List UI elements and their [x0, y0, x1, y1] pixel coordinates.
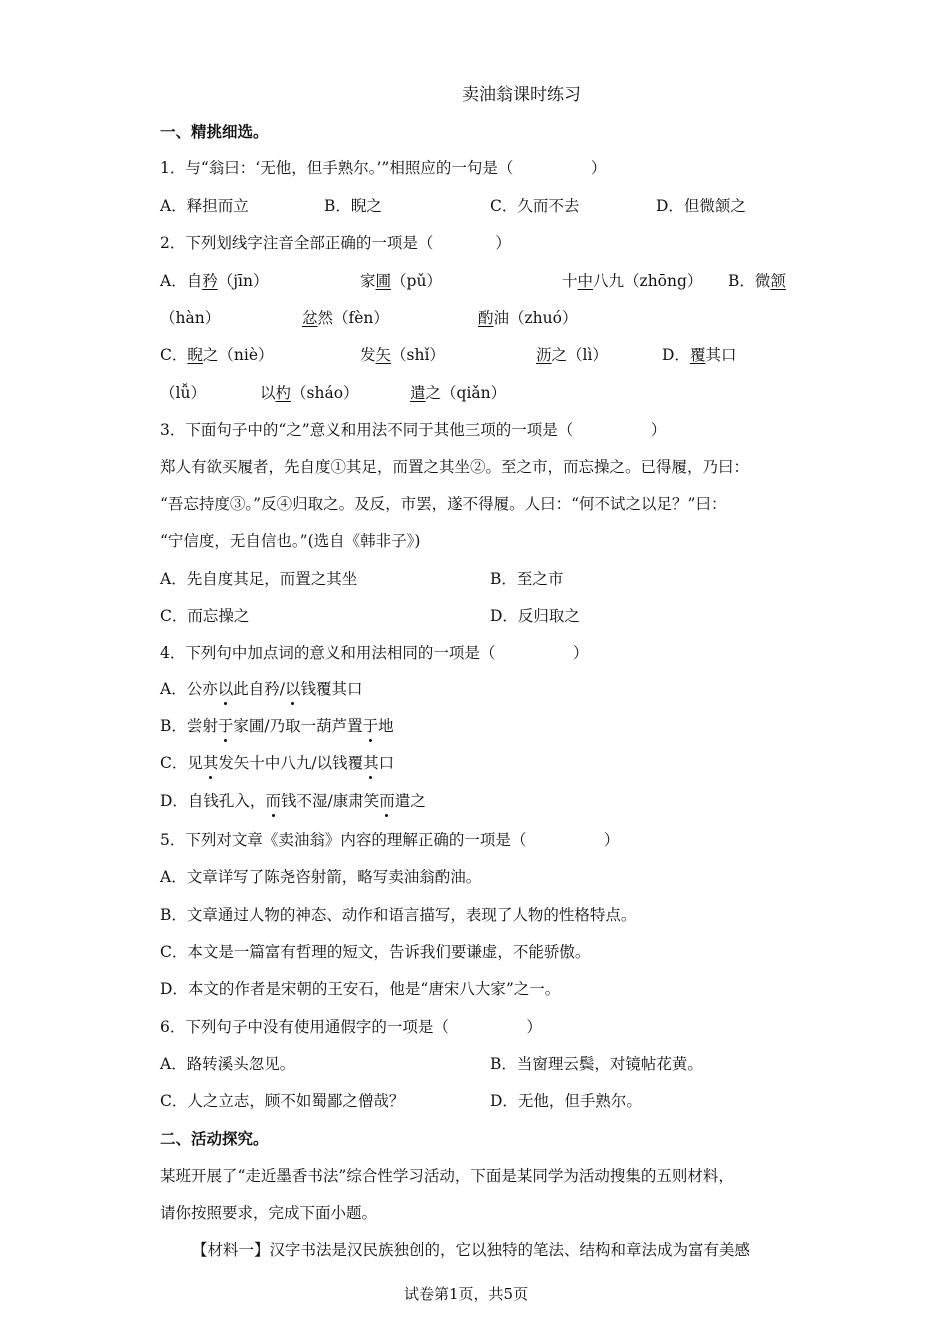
text: 地 — [378, 717, 394, 735]
q2-option-c-item1 — [160, 343, 274, 365]
q2-option-a-item1 — [160, 269, 268, 291]
q3-passage-line2: “吾忘持度③。”反④归取之。及反，市罢，遂不得履。人曰：“何不试之以足？”曰： — [160, 495, 727, 513]
underlined-char: 中 — [577, 272, 594, 290]
dotted-char: 其 — [363, 754, 379, 772]
q2-option-c-item3 — [536, 343, 608, 365]
q2-stem: 2．下列划线字注音全部正确的一项是（ ） — [160, 234, 511, 252]
page-title: 卖油翁课时练习 — [462, 85, 581, 105]
q5-option-a: A．文章详写了陈尧咨射箭，略写卖油翁酌油。 — [160, 868, 482, 886]
text: 以 — [260, 384, 276, 402]
q5-stem: 5．下列对文章《卖油翁》内容的理解正确的一项是（ ） — [160, 831, 620, 849]
underlined-char: 遣 — [410, 384, 426, 402]
q2-option-c-item2 — [360, 343, 445, 365]
text: 发矢十中八九/以钱覆 — [218, 754, 364, 772]
option-label: D． — [662, 346, 690, 364]
option-label: C． — [160, 346, 188, 364]
q1-option-a: A．释担而立 — [160, 197, 249, 215]
q2-option-a-item3 — [562, 269, 702, 291]
q6-option-b: B．当窗理云鬓，对镜帖花黄。 — [490, 1055, 703, 1073]
dotted-char: 于 — [362, 717, 379, 735]
underlined-char: 矜 — [202, 272, 218, 290]
q2-option-d-item2 — [260, 381, 359, 403]
underlined-char: 杓 — [275, 384, 292, 402]
material-1: 【材料一】汉字书法是汉民族独创的，它以独特的笔法、结构和章法成为富有美感 — [192, 1241, 751, 1259]
q2-option-d-pinyin1: （lǚ） — [160, 384, 206, 402]
page-footer: 试卷第1页，共5页 — [404, 1285, 529, 1303]
text: 钱覆其口 — [300, 680, 363, 698]
q6-option-c: C．人之立志，顾不如蜀鄙之僧哉？ — [160, 1092, 405, 1110]
q3-passage-line1: 郑人有欲买履者，先自度①其足，而置之其坐②。至之市，而忘操之。已得履，乃曰： — [160, 458, 750, 476]
text: 口 — [378, 754, 395, 772]
q2-option-d-item1 — [662, 343, 736, 365]
intro-line2: 请你按照要求，完成下面小题。 — [160, 1204, 378, 1222]
option-label: B．微 — [728, 272, 771, 290]
q6-stem: 6．下列句子中没有使用通假字的一项是（ ） — [160, 1018, 542, 1036]
q3-stem: 3．下面句子中的“之”意义和用法不同于其他三项的一项是（ ） — [160, 421, 667, 439]
dotted-char: 以 — [284, 680, 301, 698]
text: A．公亦 — [160, 680, 218, 698]
intro-line1: 某班开展了“走近墨香书法”综合性学习活动，下面是某同学为活动搜集的五则材料， — [160, 1167, 734, 1185]
dotted-char: 于 — [217, 717, 234, 735]
q3-option-b: B．至之市 — [490, 570, 564, 588]
text: C．见 — [160, 754, 203, 772]
text: 之（qiǎn） — [425, 384, 507, 402]
q5-option-d: D．本文的作者是宋朝的王安石，他是“唐宋八大家”之一。 — [160, 980, 561, 998]
q2-option-b-item3 — [478, 306, 577, 328]
q4-option-c — [160, 751, 394, 773]
text: 此自矜/ — [233, 680, 285, 698]
q3-option-c: C．而忘操之 — [160, 607, 250, 625]
text: 发 — [360, 346, 376, 364]
q6-option-a: A．路转溪头忽见。 — [160, 1055, 296, 1073]
text: 家 — [360, 272, 376, 290]
q5-option-b: B．文章通过人物的神态、动作和语言描写，表现了人物的性格特点。 — [160, 906, 637, 924]
text: 之（niè） — [202, 346, 274, 364]
pinyin: （jīn） — [217, 272, 269, 290]
q1-option-d: D．但微颔之 — [656, 197, 746, 215]
pinyin: （pǔ） — [391, 272, 442, 290]
option-label: A．自 — [160, 272, 203, 290]
pinyin: （sháo） — [291, 384, 359, 402]
text: 遣之 — [394, 792, 426, 810]
text: 十 — [562, 272, 578, 290]
q4-option-b — [160, 714, 394, 736]
underlined-char: 矢 — [375, 346, 392, 364]
q6-option-d: D．无他，但手熟尔。 — [490, 1092, 642, 1110]
q5-option-c: C．本文是一篇富有哲理的短文，告诉我们要谦虚，不能骄傲。 — [160, 943, 591, 961]
q1-stem: 1．与“翁曰：‘无他，但手熟尔。’”相照应的一句是（ ） — [160, 159, 607, 177]
pinyin: （shǐ） — [391, 346, 445, 364]
text: 之（lì） — [551, 346, 608, 364]
q3-passage-line3: “宁信度，无自信也。”(选自《韩非子》) — [160, 532, 421, 550]
underlined-char: 酌 — [478, 309, 494, 327]
text: D．自钱孔入， — [160, 792, 266, 810]
q4-stem: 4．下列句中加点词的意义和用法相同的一项是（ ） — [160, 644, 589, 662]
q2-option-b-item2 — [302, 306, 389, 328]
underlined-char: 覆 — [689, 346, 706, 364]
underlined-char: 忿 — [302, 309, 318, 327]
text: 家圃/乃取一葫芦置 — [233, 717, 363, 735]
q2-option-a-item2 — [360, 269, 442, 291]
section-heading-1: 一、精挑细选。 — [160, 122, 269, 141]
underlined-char: 颔 — [770, 272, 786, 290]
section-heading-2: 二、活动探究。 — [160, 1129, 269, 1148]
q2-option-b-pinyin1: （hàn） — [160, 309, 221, 327]
q4-option-d — [160, 789, 426, 811]
q1-option-b: B．睨之 — [324, 197, 382, 215]
text: 钱不湿/康肃笑 — [280, 792, 380, 810]
q2-option-b-item1 — [728, 269, 786, 291]
dotted-char: 以 — [217, 680, 234, 698]
q3-option-a: A．先自度其足，而置之其坐 — [160, 570, 358, 588]
dotted-char: 其 — [202, 754, 219, 772]
q3-option-d: D．反归取之 — [490, 607, 580, 625]
text: 油（zhuó） — [493, 309, 578, 327]
text: B．尝射 — [160, 717, 218, 735]
q2-option-d-item3 — [410, 381, 506, 403]
underlined-char: 圃 — [375, 272, 392, 290]
q4-option-a — [160, 677, 362, 699]
underlined-char: 睨 — [187, 346, 203, 364]
underlined-char: 沥 — [536, 346, 552, 364]
dotted-char: 而 — [379, 792, 395, 810]
q1-option-c: C．久而不去 — [490, 197, 580, 215]
text: 八九（zhōng） — [593, 272, 703, 290]
text: 然（fèn） — [317, 309, 389, 327]
text: 其口 — [705, 346, 737, 364]
dotted-char: 而 — [265, 792, 281, 810]
